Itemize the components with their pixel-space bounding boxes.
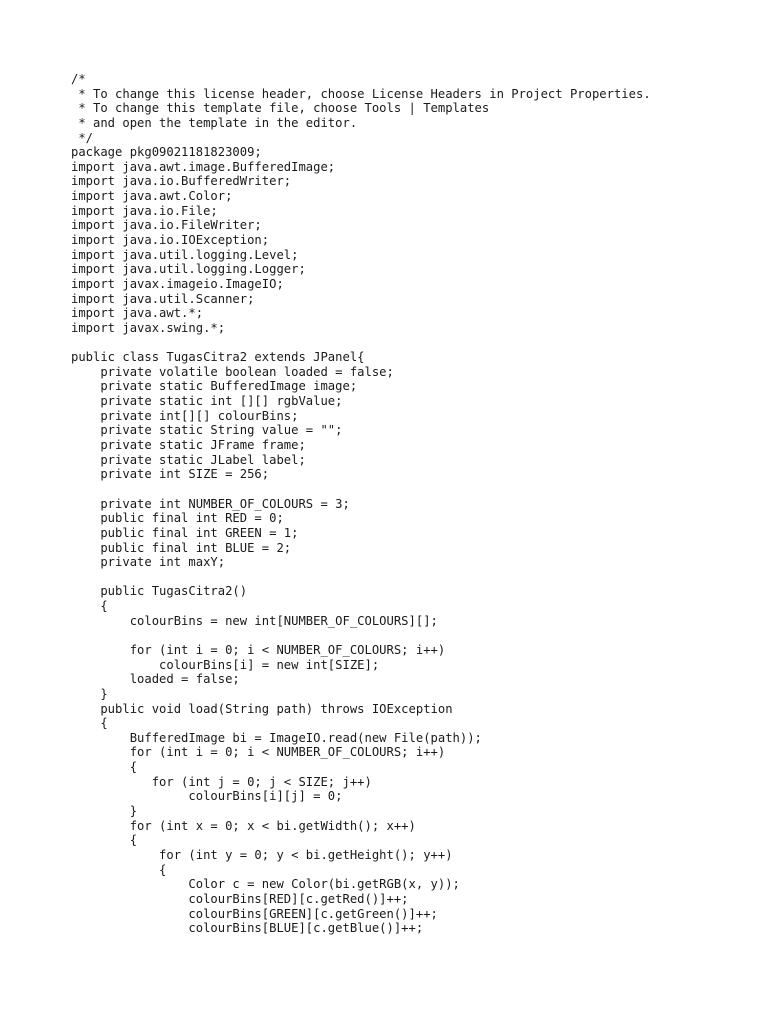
- code-line: /*: [71, 72, 86, 86]
- code-line: import javax.imageio.ImageIO;: [71, 276, 284, 291]
- code-line: [71, 336, 651, 351]
- code-line: public final int GREEN = 1;: [71, 525, 299, 540]
- code-line: public final int RED = 0;: [71, 511, 284, 526]
- code-line: * and open the template in the editor.: [71, 115, 358, 130]
- code-line: Color c = new Color(bi.getRGB(x, y));: [71, 877, 460, 892]
- code-line: * To change this template file, choose Tools | Templates: [71, 101, 490, 116]
- code-line: import java.io.File;: [71, 203, 218, 218]
- code-line: private int SIZE = 256;: [71, 467, 270, 482]
- code-line: {: [71, 760, 138, 775]
- code-line: {: [71, 862, 167, 877]
- code-line: for (int i = 0; i < NUMBER_OF_COLOURS; i++): [71, 642, 446, 657]
- code-line: import java.awt.image.BufferedImage;: [71, 159, 336, 174]
- code-line: colourBins[BLUE][c.getBlue()]++;: [71, 921, 424, 936]
- code-line: [71, 628, 651, 643]
- code-line: colourBins[RED][c.getRed()]++;: [71, 891, 409, 906]
- code-line: private int maxY;: [71, 555, 226, 570]
- code-line: {: [71, 833, 138, 848]
- code-line: import java.io.IOException;: [71, 233, 270, 248]
- code-line: private static BufferedImage image;: [71, 379, 358, 394]
- code-line: {: [71, 716, 108, 731]
- code-line: [71, 570, 651, 585]
- code-line: * To change this license header, choose License Headers in Project Properties.: [71, 86, 651, 101]
- code-line: [71, 482, 651, 497]
- code-line: private static int [][] rgbValue;: [71, 394, 343, 409]
- code-line: */: [71, 130, 94, 145]
- code-line: BufferedImage bi = ImageIO.read(new File(path));: [71, 730, 482, 745]
- code-line: public final int BLUE = 2;: [71, 540, 292, 555]
- code-line: loaded = false;: [71, 672, 240, 687]
- code-line: colourBins[GREEN][c.getGreen()]++;: [71, 906, 438, 921]
- code-line: private static JFrame frame;: [71, 438, 306, 453]
- code-line: colourBins[i][j] = 0;: [71, 789, 343, 804]
- code-line: import java.util.logging.Logger;: [71, 262, 306, 277]
- code-line: }: [71, 686, 108, 701]
- code-line: import java.awt.Color;: [71, 189, 233, 204]
- code-line: import java.util.logging.Level;: [71, 247, 299, 262]
- code-line: colourBins[i] = new int[SIZE];: [71, 657, 380, 672]
- code-line: public TugasCitra2(): [71, 584, 248, 599]
- code-line: import java.awt.*;: [71, 306, 204, 321]
- code-line: private int NUMBER_OF_COLOURS = 3;: [71, 496, 350, 511]
- code-line: }: [71, 804, 138, 819]
- code-line: private volatile boolean loaded = false;: [71, 364, 394, 379]
- source-code-listing: [71, 72, 651, 936]
- code-line: import java.util.Scanner;: [71, 291, 255, 306]
- code-line: private int[][] colourBins;: [71, 408, 299, 423]
- code-line: public void load(String path) throws IOException: [71, 701, 453, 716]
- code-line: public class TugasCitra2 extends JPanel{: [71, 350, 365, 365]
- code-line: package pkg09021181823009;: [71, 145, 262, 160]
- code-line: colourBins = new int[NUMBER_OF_COLOURS][];: [71, 613, 438, 628]
- code-line: for (int y = 0; y < bi.getHeight(); y++): [71, 847, 453, 862]
- code-line: for (int x = 0; x < bi.getWidth(); x++): [71, 818, 416, 833]
- code-line: {: [71, 599, 108, 614]
- code-line: import javax.swing.*;: [71, 320, 226, 335]
- code-line: private static JLabel label;: [71, 452, 306, 467]
- code-line: private static String value = "";: [71, 423, 343, 438]
- code-line: for (int i = 0; i < NUMBER_OF_COLOURS; i++): [71, 745, 446, 760]
- code-line: import java.io.FileWriter;: [71, 218, 262, 233]
- code-line: import java.io.BufferedWriter;: [71, 174, 292, 189]
- code-line: for (int j = 0; j < SIZE; j++): [71, 774, 372, 789]
